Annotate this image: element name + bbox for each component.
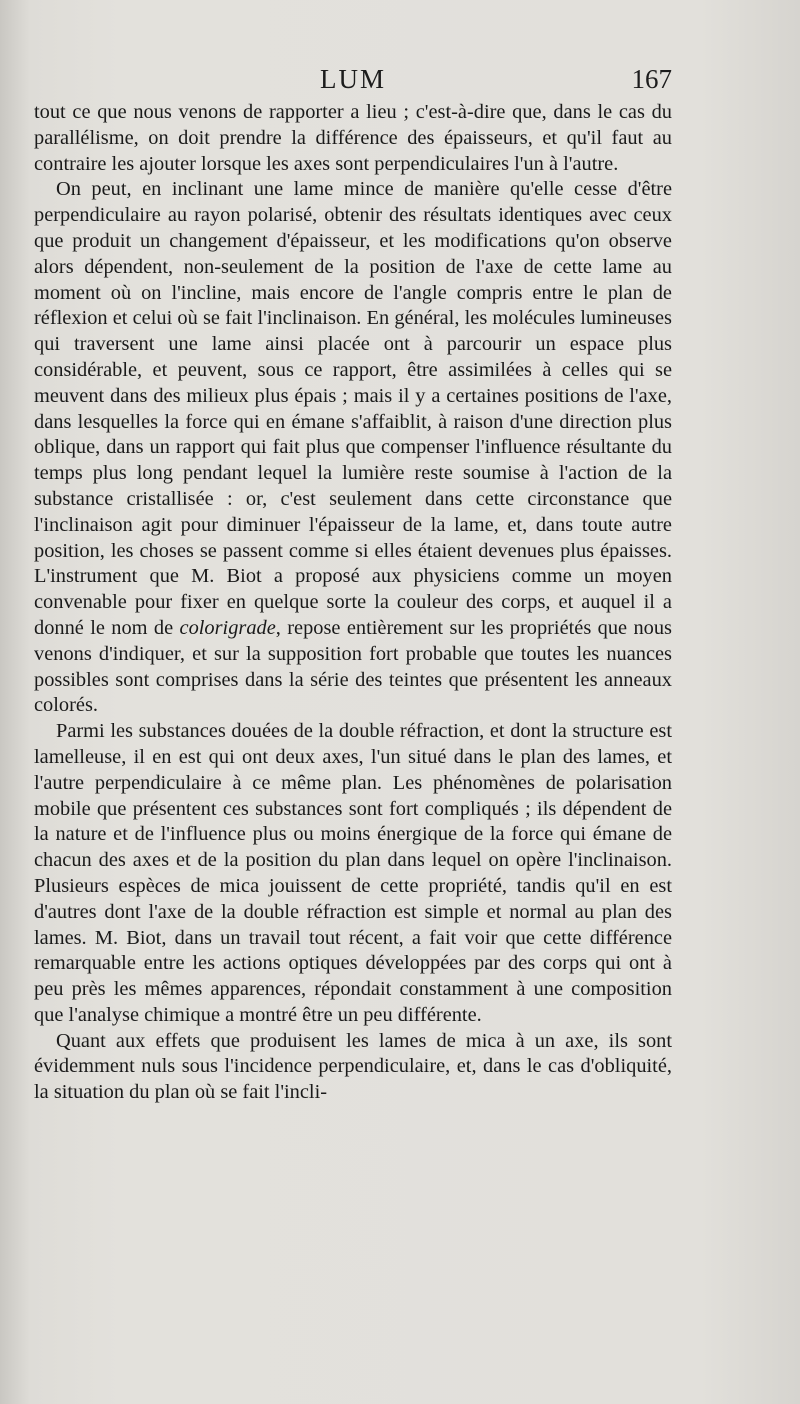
paragraph-2-text-before: On peut, en inclinant une lame mince de manière qu'elle cesse d'être perpendiculaire au rayon polarisé, obtenir des résultats identiques avec ceux que produit un changement d'épaisseur, et les modifications qu'on observe alors dépendent, non-seulement de la position de l'axe de cette lame au moment où on l'incline, mais encore de l'angle compris entre le plan de réflexion et celui où se fait l'inclinaison. En général, les molécules lumineuses qui traversent une lame ainsi placée ont à parcourir un espace plus considérable, et peuvent, sous ce rapport, être assimilées à celles qui se meuvent dans des milieux plus épais ; mais il y a certaines positions de l'axe, dans lesquelles la force qui en émane s'affaiblit, à raison d'une direction plus oblique, dans un rapport qui fait plus que compenser l'influence résultante du temps plus long pendant lequel la lumière reste soumise à l'action de la substance cristallisée : or, c'est seulement dans cette circonstance que l'inclinaison agit pour diminuer l'épaisseur de la lame, et, dans toute autre position, les choses se passent comme si elles étaient devenues plus épaisses. L'instrument que M. Biot a proposé aux physiciens comme un moyen convenable pour fixer en quelque sorte la couleur des corps, et auquel il a donné le nom de	[34, 178, 672, 639]
page-number: 167	[631, 64, 672, 94]
paragraph-2-text-after: , repose entièrement sur les propriétés que nous venons d'indiquer, et sur la supposition fort probable que toutes les nuances possibles sont comprises dans la série des teintes que présentent les anneaux colorés.	[34, 616, 672, 717]
body-text	[34, 100, 672, 1106]
paragraph-3: Parmi les substances douées de la double réfraction, et dont la structure est lamelleuse, il en est qui ont deux axes, l'un situé dans le plan des lames, et l'autre perpendiculaire à ce même plan. Les phénomènes de polarisation mobile que présentent ces substances sont fort compliqués ; ils dépendent de la nature et de l'influence plus ou moins énergique de la force qui émane de chacun des axes et de la position du plan dans lequel on opère l'inclinaison. Plusieurs espèces de mica jouissent de cette propriété, tandis qu'il en est d'autres dont l'axe de la double réfraction est simple et normal au plan des lames. M. Biot, dans un travail tout récent, a fait voir que cette différence remarquable entre les actions optiques développées par des corps qui ont à peu près les mêmes apparences, répondait constamment à une composition que l'analyse chimique a montré être un peu différente.	[34, 720, 672, 1026]
paragraph-1: tout ce que nous venons de rapporter a lieu ; c'est-à-dire que, dans le cas du parallélisme, on doit prendre la différence des épaisseurs, et qu'il faut au contraire les ajouter lorsque les axes sont perpendiculaires l'un à l'autre.	[34, 101, 672, 175]
page-header	[34, 64, 672, 104]
running-head: LUM	[320, 64, 386, 94]
paragraph-2	[34, 177, 672, 719]
colorigrade-term: colorigrade	[179, 616, 276, 639]
paragraph-4: Quant aux effets que produisent les lames de mica à un axe, ils sont évidemment nuls sous l'incidence perpendiculaire, et, dans le cas d'obliquité, la situation du plan où se fait l'incli-	[34, 1029, 672, 1104]
